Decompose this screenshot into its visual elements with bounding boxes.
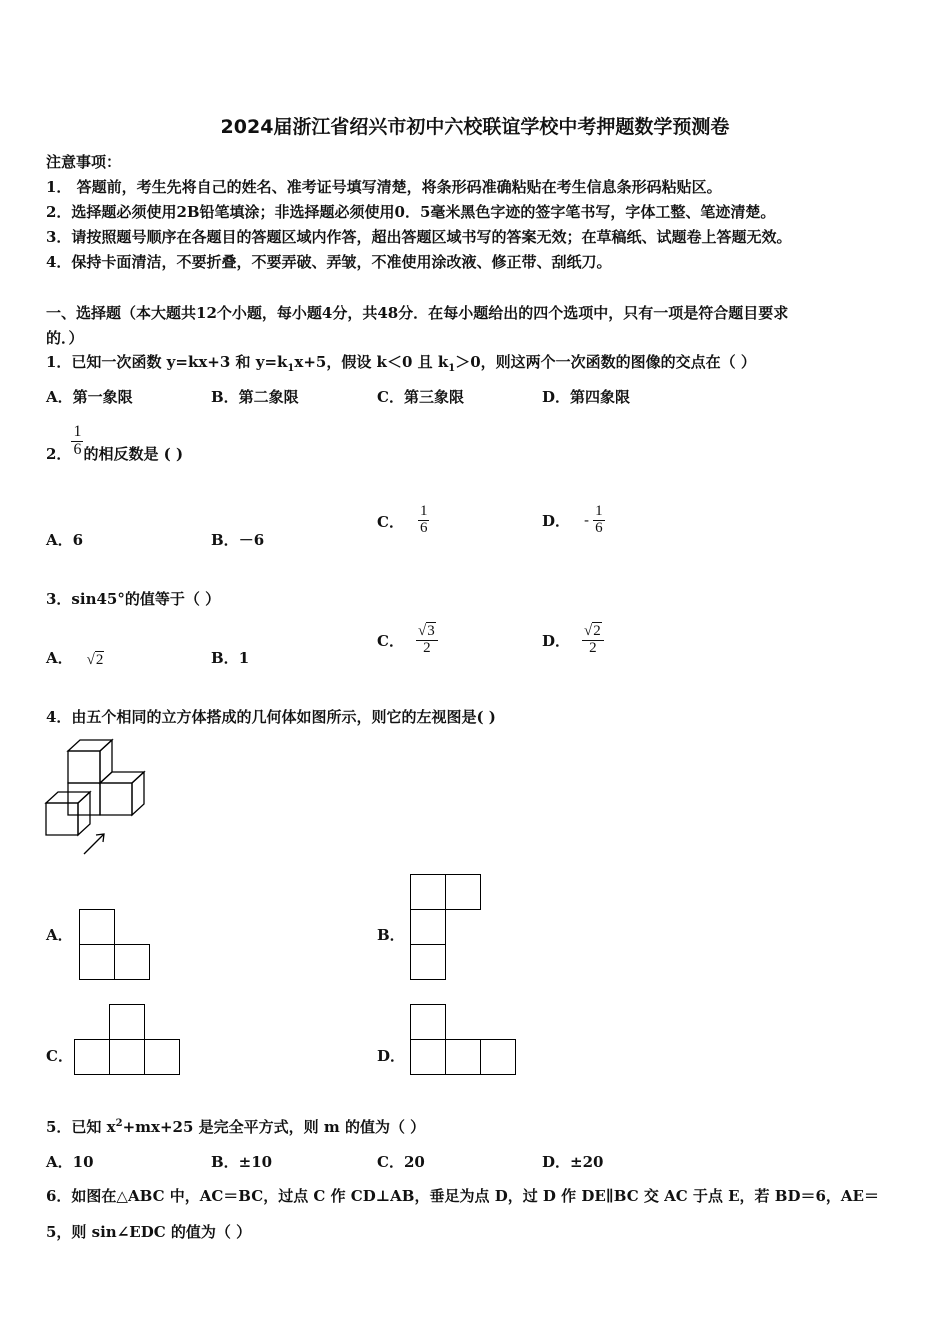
notice-item-2: 2．选择题必须使用2B铅笔填涂；非选择题必须使用0．5毫米黑色字迹的签字笔书写，字体工整、笔迹清楚。 [46,203,776,221]
question-4-stem: 4．由五个相同的立方体搭成的几何体如图所示，则它的左视图是( ) [46,708,496,726]
q2-option-c[interactable]: C． $\frac{1}{6}$ [377,503,428,536]
view-square [410,909,446,945]
fraction-sqrt3-over-2: $\frac{√3}{2}$ [416,624,438,657]
view-square [79,909,115,945]
cube-middle-front [68,783,100,815]
q1-option-c[interactable]: C．第三象限 [377,388,464,406]
subscript-1: 1 [287,363,295,374]
q1-option-a[interactable]: A．第一象限 [46,388,133,406]
q4-option-d-label[interactable]: D． [377,1047,406,1065]
cube-front-side [78,792,90,835]
view-square [410,944,446,980]
cube-right-side [132,772,144,815]
view-square [445,1039,481,1075]
view-arrow [84,834,104,854]
page-title: 2024届浙江省绍兴市初中六校联谊学校中考押题数学预测卷 [220,116,730,138]
view-square [79,944,115,980]
view-square [74,1039,110,1075]
cube-right-front [100,783,132,815]
q5-option-c[interactable]: C．20 [377,1153,425,1171]
q3-option-d[interactable]: D． $\frac{√2}{2}$ [542,624,604,657]
q2-option-a[interactable]: A．6 [46,531,84,549]
notice-item-1: 1． 答题前，考生先将自己的姓名、准考证号填写清楚，将条形码准确粘贴在考生信息条形码粘贴区。 [46,178,722,196]
q2-option-d[interactable]: D． - $\frac{1}{6}$ [542,503,603,536]
view-square [114,944,150,980]
q4-option-b-label[interactable]: B． [377,926,405,944]
cube-stack-figure [40,733,160,858]
superscript: 2 [115,1118,123,1129]
cube-top-side [100,740,112,783]
section-heading-line-1: 一、选择题（本大题共12个小题，每小题4分，共48分．在每小题给出的四个选项中，只有一项是符合题目要求 [46,304,789,322]
q4-option-c-label[interactable]: C． [46,1047,73,1065]
q1-option-d[interactable]: D．第四象限 [542,388,631,406]
q5-option-a[interactable]: A．10 [46,1153,94,1171]
cube-top-front [68,751,100,783]
notice-item-3: 3．请按照题号顺序在各题目的答题区域内作答，超出答题区域书写的答案无效；在草稿纸、试题卷上答题无效。 [46,228,792,246]
notice-heading: 注意事项： [46,153,122,171]
question-6-stem-line-2: 5，则 sin∠EDC 的值为（ ） [46,1223,252,1241]
q3-option-b[interactable]: B．1 [211,649,250,667]
question-2-stem: 2． $\frac{1}{6}$ 的相反数是 ( ) [46,423,184,463]
view-square [109,1004,145,1040]
fraction-sqrt2-over-2: $\frac{√2}{2}$ [582,624,604,657]
section-heading-line-2: 的．） [46,329,84,347]
view-square [480,1039,516,1075]
fraction-one-sixth: $\frac{1}{6}$ [73,423,82,458]
view-square [410,1039,446,1075]
q5-option-d[interactable]: D．±20 [542,1153,604,1171]
question-3-stem: 3．sin45°的值等于（ ） [46,590,221,608]
question-1-stem: 1．已知一次函数 y=kx+3 和 $y=k_1x+5$，假设 k＜0 且 $k_1>0$，则这两个一次函数的图像的交点在（ ） [46,353,756,374]
q1-option-b[interactable]: B．第二象限 [211,388,299,406]
fraction-one-sixth: $\frac{1}{6}$ [419,503,428,536]
sqrt-two: √2 [86,652,104,668]
view-square [445,874,481,910]
q3-option-c[interactable]: C． $\frac{√3}{2}$ [377,624,438,657]
view-square [410,874,446,910]
view-square [410,1004,446,1040]
view-square [109,1039,145,1075]
question-6-stem-line-1: 6．如图在△ABC 中，AC＝BC，过点 C 作 CD⊥AB，垂足为点 D，过 D 作 DE∥BC 交 AC 于点 E，若 BD＝6，AE＝ [46,1187,879,1205]
fraction-one-sixth: $\frac{1}{6}$ [595,503,603,536]
notice-item-4: 4．保持卡面清洁，不要折叠，不要弄破、弄皱，不准使用涂改液、修正带、刮纸刀。 [46,253,612,271]
cube-front-front [46,803,78,835]
q5-option-b[interactable]: B．±10 [211,1153,273,1171]
q4-option-a-label[interactable]: A． [46,926,73,944]
q3-option-a[interactable]: A． √2 [46,649,104,668]
q2-option-b[interactable]: B．－6 [211,531,265,549]
subscript-1: 1 [448,363,456,374]
question-5-stem: 5．已知 $x^2+mx+25$ 是完全平方式，则 m 的值为（ ） [46,1118,426,1136]
view-square [144,1039,180,1075]
